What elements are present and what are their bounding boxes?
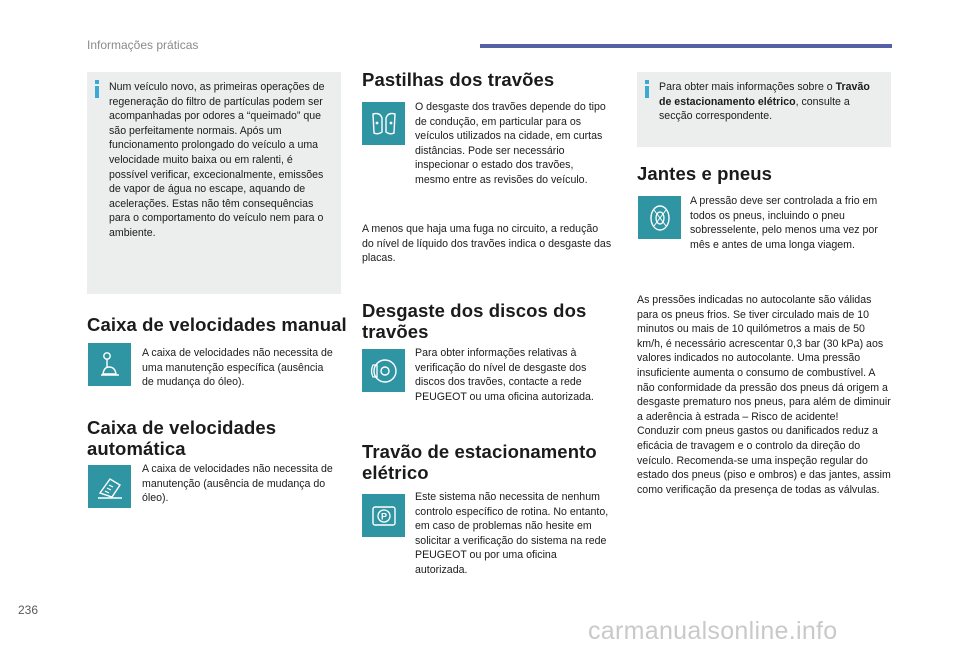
info-icon [95, 80, 99, 98]
automatic-heading-line1: Caixa de velocidades [87, 417, 277, 438]
manual-gearbox-text: A caixa de velocidades não necessita de uma manutenção específica (ausência de mudança do óleo). [142, 347, 333, 389]
tyres-check-text: A pressão deve ser controlada a frio em todos os pneus, incluindo o pneu sobresselente, pelo menos uma vez por mês e antes de uma longa viagem. [690, 195, 878, 251]
header-rule [480, 44, 892, 48]
brake-discs-text: Para obter informações relativas à verificação do nível de desgaste dos discos dos travões, contacte a rede PEUGEOT ou uma oficina autorizada. [415, 347, 594, 403]
automatic-gearbox-text: A caixa de velocidades não necessita de manutenção (ausência de mudança do óleo). [142, 463, 333, 505]
brake-pads-icon [362, 102, 405, 145]
info-note-parking-text [659, 80, 883, 124]
brake-fluid-text: A menos que haja uma fuga no circuito, a redução do nível de líquido dos travões indica o desgaste das placas. [362, 223, 612, 265]
svg-text:P: P [380, 511, 387, 521]
watermark: carmanualsonline.info [588, 617, 838, 645]
page-number: 236 [18, 603, 39, 617]
brake-pads-heading: Pastilhas dos travões [362, 69, 555, 90]
info-note-filter [87, 72, 341, 294]
brake-disc-icon [362, 349, 405, 392]
parking-brake-icon [362, 494, 405, 537]
automatic-heading-line2: automática [87, 438, 186, 459]
tyres-heading: Jantes e pneus [637, 163, 773, 184]
parking-heading-line1: Travão de estacionamento [362, 441, 597, 462]
tyre-icon [638, 196, 681, 239]
discs-heading-line1: Desgaste dos discos dos [362, 300, 587, 321]
gear-lever-manual-icon [88, 343, 131, 386]
parking-brake-heading [362, 441, 612, 483]
automatic-gearbox-heading [87, 417, 347, 459]
parking-brake-text: Este sistema não necessita de nenhum controlo específico de rotina. No entanto, em caso de problemas não hesite em solicitar a verificação do sistema na rede PEUGEOT ou por uma oficina autorizada. [415, 491, 609, 576]
note-bold: Travão de estacionamento elétrico [659, 81, 870, 108]
note-suffix: , consulte a secção correspondente. [659, 95, 850, 123]
gear-lever-automatic-icon [88, 465, 131, 508]
discs-heading-line2: travões [362, 321, 429, 342]
section-title: Informações práticas [87, 38, 199, 52]
tyres-body [637, 293, 893, 497]
note-prefix: Para obter mais informações sobre o [659, 81, 836, 93]
parking-heading-line2: elétrico [362, 462, 429, 483]
info-icon [645, 80, 649, 98]
tyres-body-paragraph-1: As pressões indicadas no autocolante são válidas para os pneus frios. Se tiver circulado mais de 10 minutos ou mais de 10 quilómetros a mais de 50 km/h, é necessário acrescentar 0,3 bar (30 kPa) aos valores indicados no autocolante. Uma pressão insuficiente aumenta o consumo de combustível. A não conformidade da pressão dos pneus dá origem a desgaste prematuro nos pneus, para além de diminuir a aderência à estrada – Risco de acidente! [637, 294, 891, 423]
brake-discs-heading [362, 300, 612, 342]
info-note-text: Num veículo novo, as primeiras operações de regeneração do filtro de partículas podem ser acompanhadas por odores a “queimado” que são perfeitamente normais. Após um funcionamento prolongado do veículo a uma velocidade muito baixa ou em ralenti, é possível verificar, excecionalmente, emissões de vapor de água no escape, aquando de acelerações. Estas não têm consequências para o comportamento do veículo nem para o ambiente. [109, 81, 325, 239]
manual-gearbox-heading: Caixa de velocidades manual [87, 314, 347, 335]
info-note-parking-brake [637, 72, 891, 147]
tyres-body-paragraph-2: Conduzir com pneus gastos ou danificados reduz a eficácia de travagem e o controlo da direção do veículo. Recomenda-se uma inspeção regular do estado dos pneus (piso e ombros) e das jantes, assim como verificação da presença de todas as válvulas. [637, 425, 891, 496]
brake-pads-text: O desgaste dos travões depende do tipo de condução, em particular para os veículos utilizados na cidade, em curtas distâncias. Pode ser necessário inspecionar o estado dos travões, mesmo entre as revisões do veículo. [415, 101, 606, 186]
